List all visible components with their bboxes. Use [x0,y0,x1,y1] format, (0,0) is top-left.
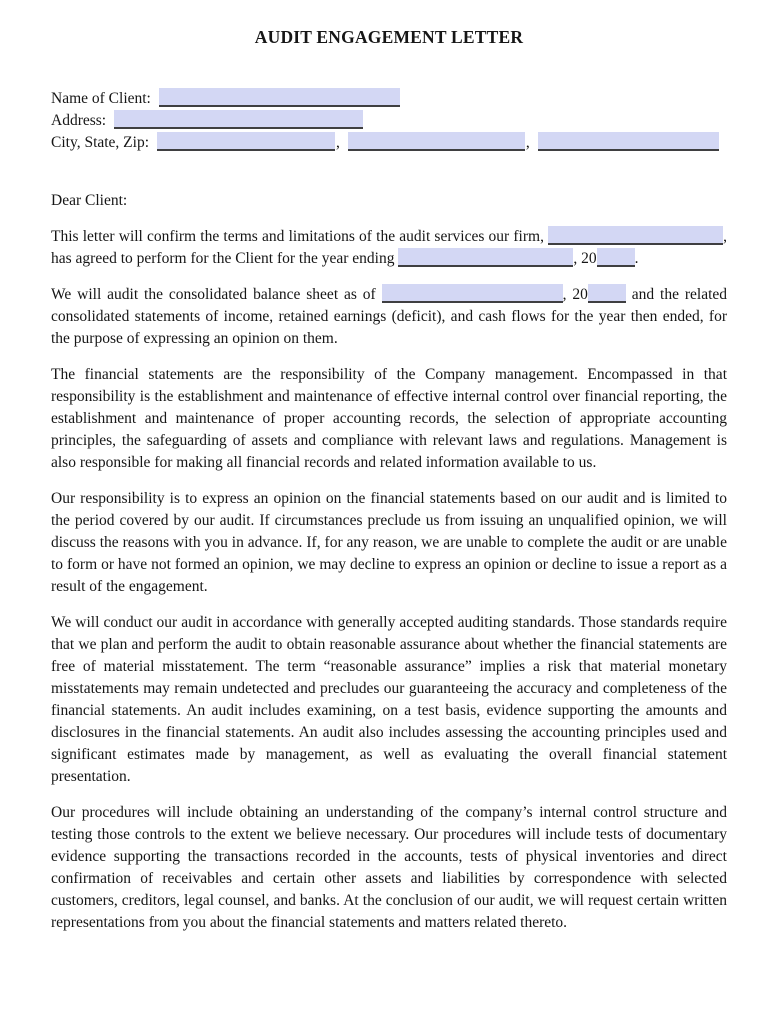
paragraph-text: , has agreed to perform for the Client for the year ending [51,228,727,267]
paragraph-text: Our responsibility is to express an opinion on the financial statements based on our audit and is limited to the period covered by our audit. If circumstances preclude us from issuing an unqualified opinion, we will discuss the reasons with you in advance. If, for any reason, we are unable to complete the audit or are unable to form or have not formed an opinion, we may decline to express an opinion or decline to issue a report as a result of the engagement. [51,490,727,595]
paragraph-text: Our procedures will include obtaining an understanding of the company’s internal control structure and testing those controls to the extent we believe necessary. Our procedures will include tests of documentary evidence supporting the transactions recorded in the accounts, tests of physical inventories and direct confirmation of receivables and certain other assets and liabilities by correspondence with selected customers, creditors, legal counsel, and banks. At the conclusion of our audit, we will request certain written representations from you about the financial statements and matters related thereto. [51,804,727,931]
state-field[interactable] [348,132,525,151]
balance-sheet-year-field[interactable] [588,284,626,303]
paragraph-text: . [634,250,639,267]
client-address-field[interactable] [114,110,363,129]
client-name-label: Name of Client: [51,90,151,107]
separator-comma: , [525,134,530,151]
client-address-row [51,110,727,132]
paragraph-text: We will conduct our audit in accordance with generally accepted auditing standards. Those standards require that we plan and perform the audit to obtain reasonable assurance about whether the financial statements are free of material misstatement. The term “reasonable assurance” implies a risk that material monetary misstatements may remain undetected and precludes our guaranteeing the accuracy and completeness of the financial statements. An audit includes examining, on a test basis, evidence supporting the amounts and disclosures in the financial statements. An audit also includes assessing the accounting principles used and significant estimates made by management, as well as evaluating the overall financial statement presentation. [51,614,727,785]
salutation: Dear Client: [51,192,128,209]
paragraph-audit-standards [51,612,727,788]
paragraph-text: We will audit the consolidated balance sheet as of [51,286,382,303]
client-address-label: Address: [51,112,107,129]
zip-field[interactable] [538,132,719,151]
letter-title: AUDIT ENGAGEMENT LETTER [254,27,524,47]
city-field[interactable] [157,132,335,151]
year-ending-date-field[interactable] [398,248,573,267]
firm-name-field[interactable] [548,226,723,245]
paragraph-audit-procedures [51,802,727,934]
separator-comma: , [336,134,340,151]
paragraph-text: This letter will confirm the terms and limitations of the audit services our firm, [51,228,549,245]
client-info-block [51,88,727,154]
paragraphs [51,226,727,934]
paragraph-engagement-terms [51,226,727,270]
balance-sheet-date-field[interactable] [382,284,563,303]
client-name-field[interactable] [159,88,400,107]
year-ending-year-field[interactable] [597,248,635,267]
paragraph-text: , 20 [573,250,597,267]
paragraph-management-responsibility [51,364,727,474]
paragraph-audit-scope [51,284,727,350]
paragraph-text: The financial statements are the responsibility of the Company management. Encompassed in that responsibility is the establishment and maintenance of effective internal control over financial reporting, the establishment and maintenance of proper accounting records, the selection of appropriate accounting principles, the safeguarding of assets and compliance with relevant laws and regulations. Management is also responsible for making all financial records and related information available to us. [51,366,727,471]
client-name-row [51,88,727,110]
city-state-zip-label: City, State, Zip: [51,134,150,151]
paragraph-auditor-responsibility [51,488,727,598]
paragraph-text: and the related consolidated statements of income, retained earnings (deficit), and cash flows for the year then ended, for the purpose of expressing an opinion on them. [51,286,728,347]
paragraph-text: , 20 [562,286,588,303]
client-city-state-zip-row [51,132,727,154]
